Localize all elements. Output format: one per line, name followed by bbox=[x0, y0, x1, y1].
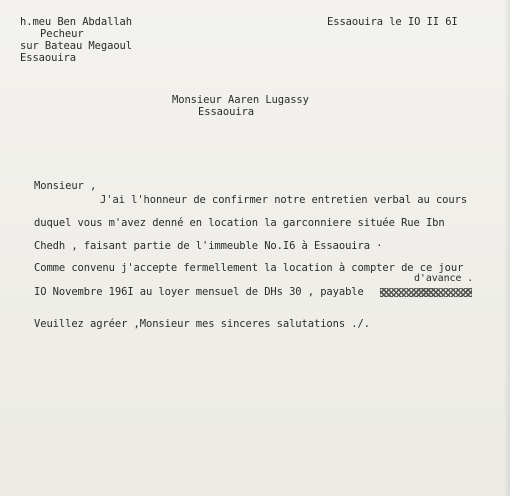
closing-line: Veuillez agréer ,Monsieur mes sinceres salutations ./. bbox=[34, 318, 370, 330]
salutation bbox=[34, 180, 96, 192]
sender-occupation: Pecheur bbox=[40, 28, 84, 40]
sender-boat: sur Bateau Megaoul bbox=[20, 40, 132, 52]
page-edge-shadow bbox=[504, 0, 510, 496]
body-line-1: J'ai l'honneur de confirmer notre entretien verbal au cours bbox=[100, 194, 468, 206]
struck-out-text bbox=[380, 288, 472, 297]
sender-name: h.meu Ben Abdallah bbox=[20, 16, 132, 28]
body-line-5-text: IO Novembre 196I au loyer mensuel de DHs 30 , payable bbox=[34, 286, 364, 298]
salutation-text: Monsieur , bbox=[34, 180, 97, 192]
body-line-2: duquel vous m'avez denné en location la garconniere située Rue Ibn bbox=[34, 217, 445, 229]
letter-date: Essaouira le IO II 6I bbox=[327, 16, 458, 28]
recipient-city: Essaouira bbox=[198, 106, 254, 118]
body-line-3: Chedh , faisant partie de l'immeuble No.I6 à Essaouira · bbox=[34, 240, 383, 252]
recipient-name: Monsieur Aaren Lugassy bbox=[172, 94, 309, 106]
sender-city: Essaouira bbox=[20, 52, 76, 64]
body-line-4: Comme convenu j'accepte fermellement la location à compter de ce jour bbox=[34, 262, 464, 274]
body-line-4-insert: d'avance . bbox=[414, 273, 474, 284]
recipient-block bbox=[172, 94, 309, 118]
sender-address-block bbox=[20, 16, 132, 64]
body-line-5 bbox=[34, 286, 472, 298]
